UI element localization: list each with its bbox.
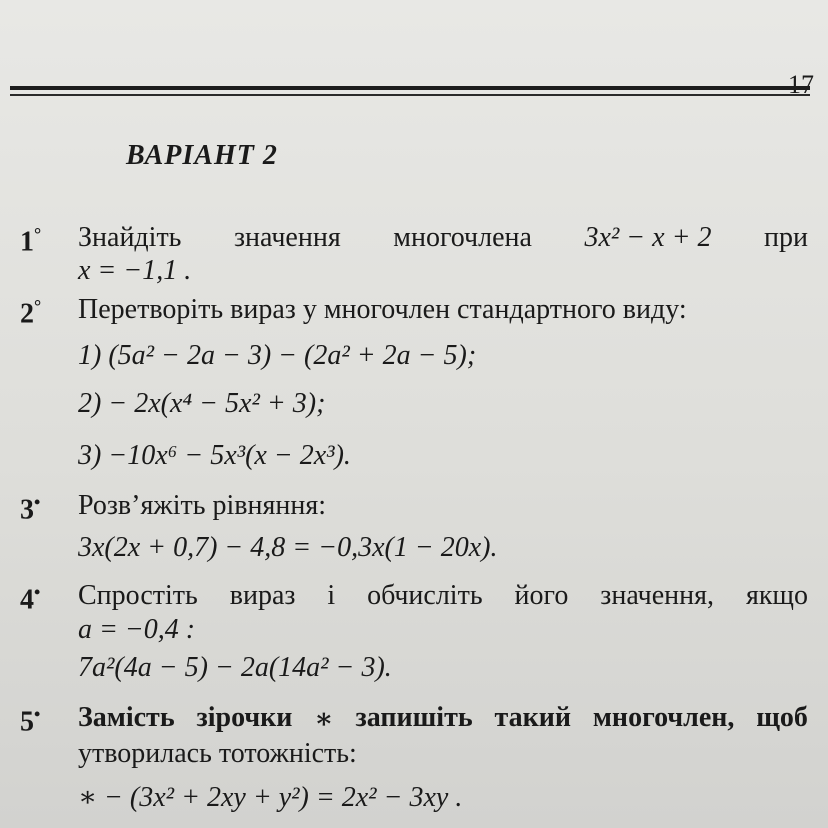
variant-title: ВАРІАНТ 2 [126,140,278,171]
task-3-number: 3• [20,492,41,526]
task-5-expression: ∗ − (3x² + 2xy + y²) = 2x² − 3xy . [78,782,463,813]
task-2-item-1: 1) (5a² − 2a − 3) − (2a² + 2a − 5); [78,340,477,371]
task-5-number: 5• [20,704,41,738]
task-2-number: 2° [20,296,42,330]
task-4-text: Спростіть вираз і обчисліть його значення, якщо [78,580,808,611]
task-3-text: Розв’яжіть рівняння: [78,490,326,521]
task-1-text: Знайдіть значення многочлена 3x² − x + 2 при [78,222,808,253]
page-number: 17 [788,70,814,99]
task-4-condition: a = −0,4 : [78,614,196,645]
task-2-item-2: 2) − 2x(x⁴ − 5x² + 3); [78,388,326,419]
header-rule-thin [10,94,810,96]
task-1-number: 1° [20,224,42,258]
header-rule [10,86,810,90]
task-5-text: Замість зірочки ∗ запишіть такий многочлен, щоб [78,702,808,735]
task-4-number: 4• [20,582,41,616]
task-4-expression: 7a²(4a − 5) − 2a(14a² − 3). [78,652,392,683]
task-1-value: x = −1,1 . [78,255,192,286]
task-2-text: Перетворіть вираз у многочлен стандартного виду: [78,294,687,325]
task-5-text-line2: утворилась тотожність: [78,738,357,769]
task-3-equation: 3x(2x + 0,7) − 4,8 = −0,3x(1 − 20x). [78,532,498,563]
task-2-item-3: 3) −10x⁶ − 5x³(x − 2x³). [78,440,351,471]
